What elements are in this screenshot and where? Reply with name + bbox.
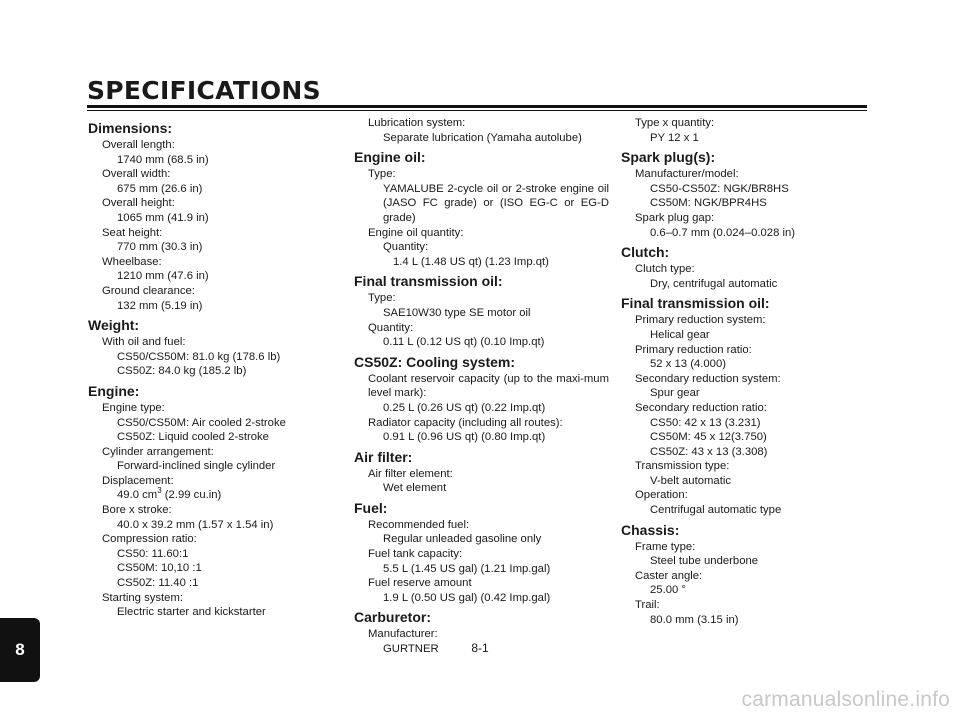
spec-label: Fuel reserve amount xyxy=(368,577,472,590)
spec-label: Overall height: xyxy=(102,197,175,210)
spec-label: Frame type: xyxy=(635,540,696,553)
section-heading: Fuel: xyxy=(354,499,388,516)
spec-value: Helical gear xyxy=(650,328,710,341)
spec-value-main: 49.0 cm xyxy=(117,489,158,502)
spec-value: 80.0 mm (3.15 in) xyxy=(650,613,739,626)
page-number: 8-1 xyxy=(471,641,489,655)
spec-value: 1210 mm (47.6 in) xyxy=(117,270,209,283)
spec-value: CS50M: 10,10 :1 xyxy=(117,562,202,575)
spec-value: 1065 mm (41.9 in) xyxy=(117,211,209,224)
spec-value-superscript: 3 xyxy=(157,486,162,496)
spec-value: CS50: 42 x 13 (3.231) xyxy=(650,416,761,429)
spec-value: Regular unleaded gasoline only xyxy=(383,533,542,546)
spec-value: GURTNER xyxy=(383,643,439,656)
spec-label: Radiator capacity (including all routes): xyxy=(368,416,563,429)
spec-label: Lubrication system: xyxy=(368,117,466,129)
spec-value: 0.91 L (0.96 US qt) (0.80 Imp.qt) xyxy=(383,431,546,444)
spec-value: Dry, centrifugal automatic xyxy=(650,277,778,290)
spec-label: Cylinder arrangement: xyxy=(102,445,214,458)
spec-label: Compression ratio: xyxy=(102,533,197,546)
spec-value: CS50-CS50Z: NGK/BR8HS xyxy=(650,182,789,195)
spec-label: Air filter element: xyxy=(368,467,453,480)
spec-value: Wet element xyxy=(383,482,447,495)
section-heading: Air filter: xyxy=(354,448,413,465)
spec-value: 1.9 L (0.50 US gal) (0.42 Imp.gal) xyxy=(383,591,551,604)
spec-label: Coolant reservoir capacity (up to the maxi-mum level mark): xyxy=(368,372,609,400)
spec-label: Type: xyxy=(368,292,396,305)
spec-label: Type: xyxy=(368,168,396,181)
spec-value: 0.25 L (0.26 US qt) (0.22 Imp.qt) xyxy=(383,401,546,414)
spec-label: Recommended fuel: xyxy=(368,518,470,531)
spec-value: Separate lubrication (Yamaha autolube) xyxy=(383,131,582,144)
spec-label: Type x quantity: xyxy=(635,117,715,129)
spec-value: 40.0 x 39.2 mm (1.57 x 1.54 in) xyxy=(117,518,274,531)
spec-label: Seat height: xyxy=(102,226,163,239)
spec-value: 5.5 L (1.45 US gal) (1.21 Imp.gal) xyxy=(383,562,551,575)
section-heading: CS50Z: Cooling system: xyxy=(354,353,516,370)
spec-label: Quantity: xyxy=(368,321,414,334)
spec-label: Primary reduction system: xyxy=(635,314,766,327)
section-heading: Dimensions: xyxy=(88,120,173,136)
spec-value: 52 x 13 (4.000) xyxy=(650,358,726,371)
spec-label: Wheelbase: xyxy=(102,255,162,268)
spec-value: PY 12 x 1 xyxy=(650,131,699,144)
spec-value: CS50/CS50M: Air cooled 2-stroke xyxy=(117,416,286,429)
spec-label: With oil and fuel: xyxy=(102,336,186,349)
spec-column-2 xyxy=(354,116,609,657)
spec-label: Spark plug gap: xyxy=(635,211,715,224)
section-heading: Carburetor: xyxy=(354,609,432,626)
spec-value: Electric starter and kickstarter xyxy=(117,606,266,619)
watermark: carmanualsonline.info xyxy=(741,688,950,711)
section-heading: Engine: xyxy=(88,382,140,399)
spec-value: CS50/CS50M: 81.0 kg (178.6 lb) xyxy=(117,350,281,363)
spec-label: Operation: xyxy=(635,489,688,502)
section-heading: Final transmission oil: xyxy=(621,295,770,312)
spec-label: Bore x stroke: xyxy=(102,504,172,517)
spec-value: CS50: 11.60:1 xyxy=(117,547,189,560)
spec-value: V-belt automatic xyxy=(650,474,732,487)
section-heading: Final transmission oil: xyxy=(354,273,503,290)
spec-value: Spur gear xyxy=(650,387,700,400)
spec-value: YAMALUBE 2-cycle oil or 2-stroke engine oil (JASO FC grade) or (ISO EG-C or EG-D grade) xyxy=(383,182,609,224)
spec-label: Clutch type: xyxy=(635,263,695,276)
spec-label: Displacement: xyxy=(102,474,174,487)
spec-value: SAE10W30 type SE motor oil xyxy=(383,306,531,319)
spec-value xyxy=(88,488,348,503)
spec-value: 0.6–0.7 mm (0.024–0.028 in) xyxy=(650,226,796,239)
spec-label: Secondary reduction system: xyxy=(635,372,781,385)
section-heading: Clutch: xyxy=(621,244,670,261)
spec-value: CS50M: NGK/BPR4HS xyxy=(650,197,767,210)
spec-value: 1740 mm (68.5 in) xyxy=(117,153,209,166)
spec-value: Steel tube underbone xyxy=(650,555,759,568)
spec-value: CS50M: 45 x 12(3.750) xyxy=(650,431,767,444)
spec-label: Manufacturer/model: xyxy=(635,168,739,181)
spec-label: Engine type: xyxy=(102,401,165,414)
spec-label: Primary reduction ratio: xyxy=(635,343,752,356)
spec-value: 25.00 ° xyxy=(650,584,686,597)
spec-value: CS50Z: 43 x 13 (3.308) xyxy=(650,445,768,458)
spec-value: CS50Z: 11.40 :1 xyxy=(117,577,199,590)
spec-value-suffix: (2.99 cu.in) xyxy=(161,489,222,502)
spec-label: Transmission type: xyxy=(635,460,730,473)
spec-value: 132 mm (5.19 in) xyxy=(117,299,203,312)
spec-subvalue: 1.4 L (1.48 US qt) (1.23 Imp.qt) xyxy=(393,255,549,268)
spec-value: CS50Z: Liquid cooled 2-stroke xyxy=(117,431,269,444)
title-rule-thin xyxy=(87,110,867,111)
section-heading: Chassis: xyxy=(621,521,680,538)
spec-value: Centrifugal automatic type xyxy=(650,504,782,517)
spec-label: Ground clearance: xyxy=(102,284,195,297)
spec-value: Quantity: xyxy=(383,241,429,254)
section-heading: Weight: xyxy=(88,317,140,334)
spec-label: Overall length: xyxy=(102,139,175,151)
spec-value: CS50Z: 84.0 kg (185.2 lb) xyxy=(117,365,247,378)
spec-label: Trail: xyxy=(635,599,660,612)
spec-value: 0.11 L (0.12 US qt) (0.10 Imp.qt) xyxy=(383,336,545,349)
spec-value: 675 mm (26.6 in) xyxy=(117,182,203,195)
spec-label: Overall width: xyxy=(102,168,171,181)
chapter-number: 8 xyxy=(15,640,25,659)
spec-label: Fuel tank capacity: xyxy=(368,548,463,561)
spec-column-3 xyxy=(621,116,881,627)
title-rule xyxy=(87,105,867,108)
spec-value: Forward-inclined single cylinder xyxy=(117,460,276,473)
spec-value: 770 mm (30.3 in) xyxy=(117,241,203,254)
spec-label: Engine oil quantity: xyxy=(368,226,464,239)
spec-label: Manufacturer: xyxy=(368,628,438,641)
section-heading: Engine oil: xyxy=(354,149,426,166)
spec-label: Secondary reduction ratio: xyxy=(635,401,767,414)
spec-label: Starting system: xyxy=(102,591,183,604)
section-heading: Spark plug(s): xyxy=(621,149,716,166)
spec-label: Caster angle: xyxy=(635,569,703,582)
page-title: SPECIFICATIONS xyxy=(87,76,321,105)
spec-column-1 xyxy=(88,116,348,620)
